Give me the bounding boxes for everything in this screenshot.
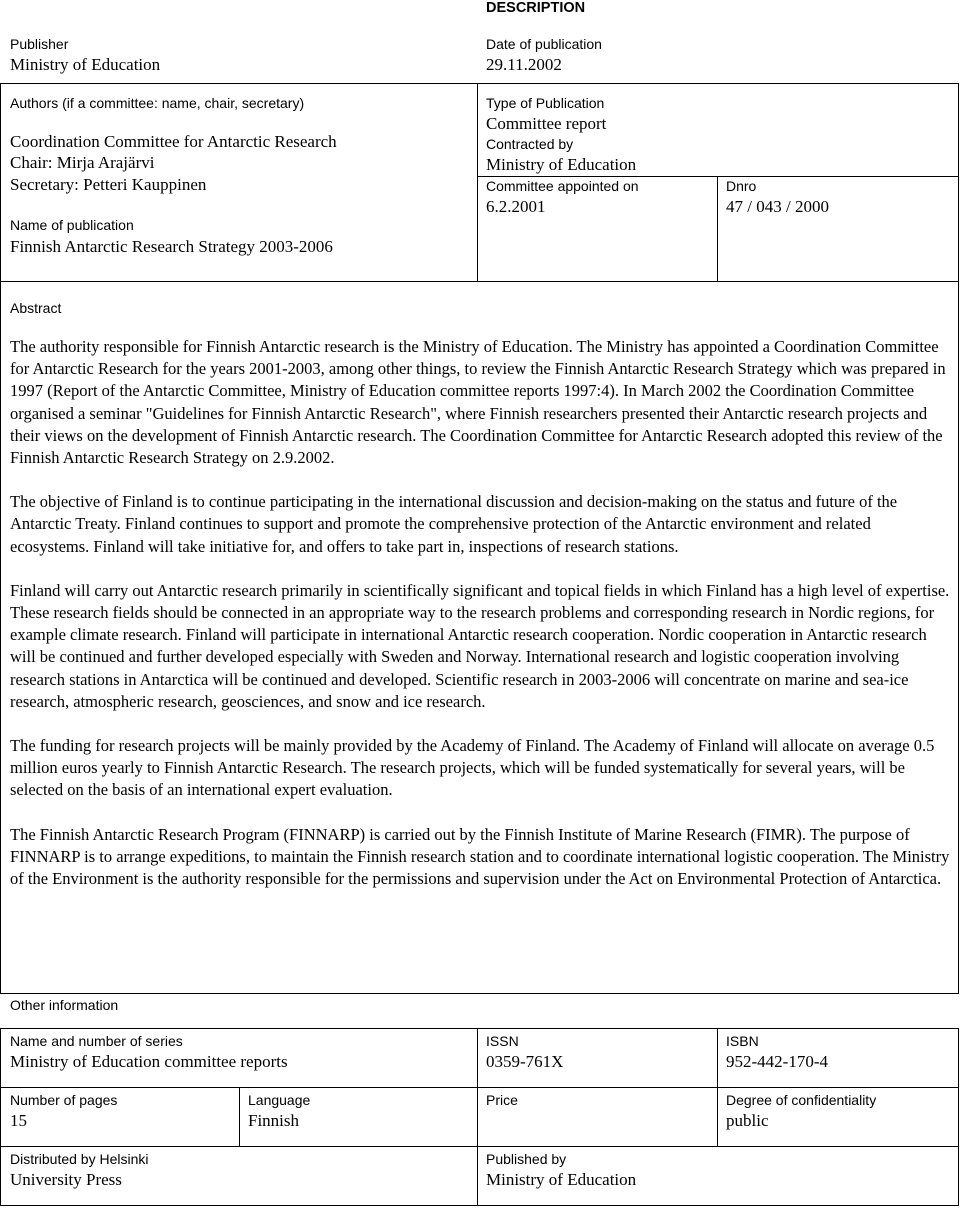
confidentiality-value: public (726, 1111, 769, 1130)
language-label: Language (248, 1092, 311, 1108)
other-info-top-border (0, 993, 959, 994)
authors-committee: Coordination Committee for Antarctic Research (10, 132, 337, 151)
publication-type-label: Type of Publication (486, 95, 605, 111)
confidentiality-label: Degree of confidentiality (726, 1092, 877, 1108)
series-value: Ministry of Education committee reports (10, 1052, 288, 1071)
date-of-publication-label: Date of publication (486, 36, 602, 52)
date-of-publication-value: 29.11.2002 (486, 55, 562, 74)
publication-name-value: Finnish Antarctic Research Strategy 2003-2006 (10, 237, 333, 256)
other-information-label: Other information (10, 997, 119, 1013)
abstract-body (10, 336, 954, 912)
distribution-row-top-border (0, 1146, 959, 1147)
contracted-by-label: Contracted by (486, 136, 574, 152)
table-middle-divider (477, 1028, 478, 1206)
abstract-paragraph: Finland will carry out Antarctic research primarily in scientifically significant and topical fields in which Finland has a high level of expertise. These research fields should be connected in an appropriate way to the research problems and corresponding research in Nordic regions, for example climate research. Finland will participate in international Antarctic research cooperation. Nordic cooperation in Antarctic research will be continued and further developed especially with Sweden and Norway. International research and logistic cooperation involving research stations in Antarctica will be continued and developed. Scientific research in 2003-2006 will concentrate on marine and sea-ice research, atmospheric research, geosciences, and snow and ice research. (10, 580, 950, 711)
publisher-label: Publisher (10, 36, 69, 52)
publication-name-label: Name of publication (10, 217, 134, 233)
language-value: Finnish (248, 1111, 300, 1130)
pages-label: Number of pages (10, 1092, 118, 1108)
committee-appointed-value: 6.2.2001 (486, 197, 546, 216)
distributed-by-value: University Press (10, 1170, 122, 1189)
authors-chair: Chair: Mirja Arajärvi (10, 153, 155, 172)
committee-appointed-label: Committee appointed on (486, 178, 639, 194)
appointed-top-border (477, 176, 959, 177)
published-by-label: Published by (486, 1151, 567, 1167)
contracted-by-value: Ministry of Education (486, 155, 637, 174)
authors-label: Authors (if a committee: name, chair, secretary) (10, 95, 305, 111)
main-box-right-border (958, 83, 959, 994)
issn-value: 0359-761X (486, 1052, 564, 1071)
distributed-by-label: Distributed by Helsinki (10, 1151, 149, 1167)
dnro-divider (717, 176, 718, 281)
table-left-border (0, 1028, 1, 1206)
abstract-paragraph: The objective of Finland is to continue participating in the international discussion and decision-making on the status and future of the Antarctic Treaty. Finland continues to support and promote the comprehensive protection of the Antarctic environment and related ecosystems. Finland will take initiative for, and offers to take part in, inspections of research stations. (10, 492, 898, 556)
table-left-divider (239, 1087, 240, 1146)
isbn-label: ISBN (726, 1033, 759, 1049)
abstract-top-border (0, 281, 959, 282)
main-box-left-border (0, 83, 1, 994)
dnro-label: Dnro (726, 178, 757, 194)
table-bottom-border (0, 1205, 959, 1206)
published-by-value: Ministry of Education (486, 1170, 637, 1189)
abstract-paragraph: The Finnish Antarctic Research Program (FINNARP) is carried out by the Finnish Institute of Marine Research (FIMR). The purpose of FINNARP is to arrange expeditions, to maintain the Finnish research station and to coordinate international logistic cooperation. The Ministry of the Environment is the authority responsible for the permissions and supervision under the Act on Environmental Protection of Antarctica. (10, 824, 950, 889)
header-column-divider (477, 83, 478, 281)
isbn-value: 952-442-170-4 (726, 1052, 828, 1071)
main-box-top-border (0, 83, 959, 84)
issn-label: ISSN (486, 1033, 519, 1049)
table-right-border (958, 1028, 959, 1206)
publisher-value: Ministry of Education (10, 55, 161, 74)
pages-row-top-border (0, 1087, 959, 1088)
authors-secretary: Secretary: Petteri Kauppinen (10, 175, 207, 194)
dnro-value: 47 / 043 / 2000 (726, 197, 829, 216)
pages-value: 15 (10, 1111, 27, 1130)
price-label: Price (486, 1092, 518, 1108)
publication-type-value: Committee report (486, 114, 607, 133)
abstract-paragraph: The funding for research projects will be mainly provided by the Academy of Finland. The Academy of Finland will allocate on average 0.5 million euros yearly to Finnish Antarctic Research. The research projects, which will be funded systematically for several years, will be selected on the basis of an international expert evaluation. (10, 736, 935, 800)
abstract-paragraph: The authority responsible for Finnish Antarctic research is the Ministry of Education. The Ministry has appointed a Coordination Committee for Antarctic Research for the years 2001-2003, among other things, to review the Finnish Antarctic Research Strategy which was prepared in 1997 (Report of the Antarctic Committee, Ministry of Education committee reports 1997:4). In March 2002 the Coordination Committee organised a seminar "Guidelines for Finnish Antarctic Research", where Finnish researchers presented their Antarctic research projects and their views on the development of Finnish Antarctic research. The Coordination Committee for Antarctic Research adopted this review of the Finnish Antarctic Research Strategy on 2.9.2002. (10, 337, 946, 468)
table-right-divider (717, 1028, 718, 1147)
abstract-label: Abstract (10, 300, 62, 316)
series-label: Name and number of series (10, 1033, 183, 1049)
series-row-top-border (0, 1028, 959, 1029)
description-heading: DESCRIPTION (486, 0, 586, 16)
